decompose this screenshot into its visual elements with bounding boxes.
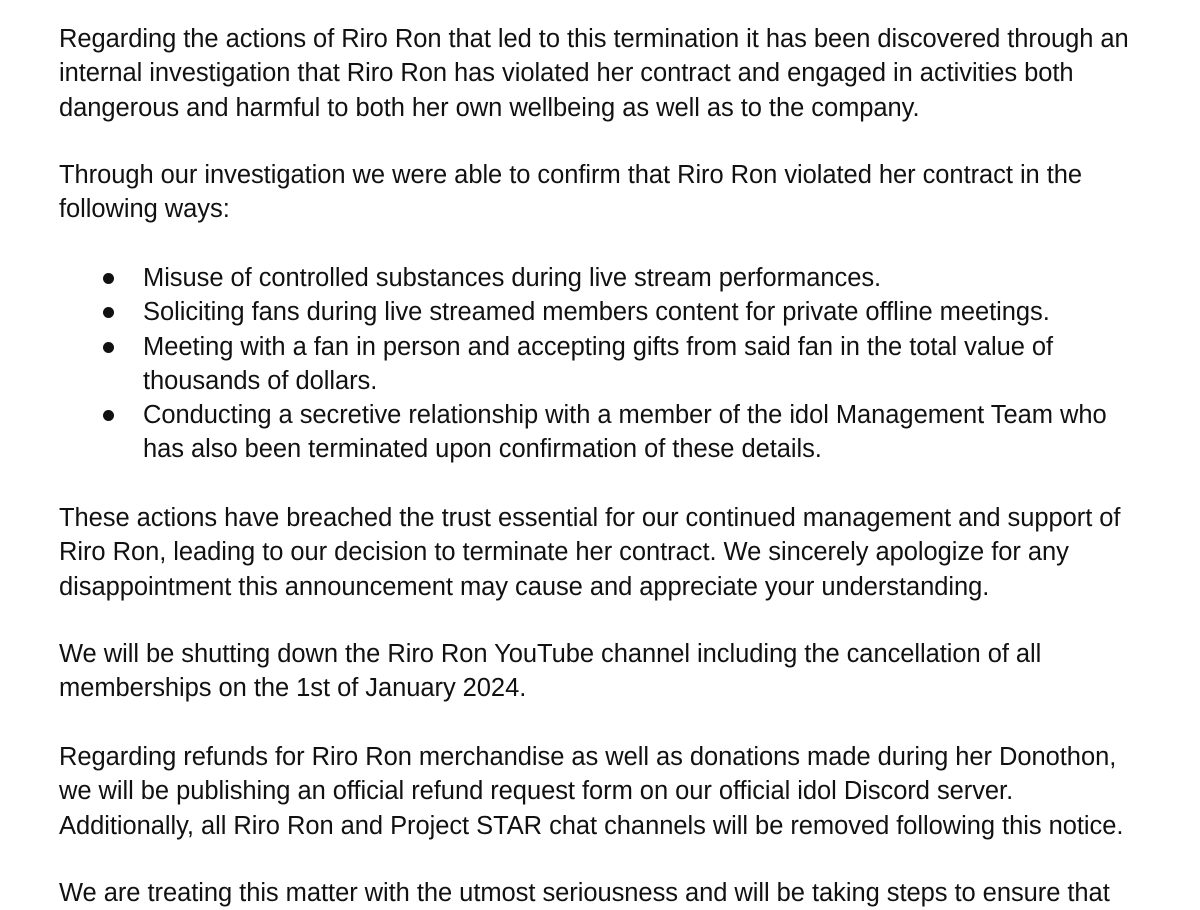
text-line: Conducting a secretive relationship with a member of the idol Management Team who [143,401,1107,430]
text-line: disappointment this announcement may cause and appreciate your understanding. [59,572,990,601]
text-line: has also been terminated upon confirmation of these details. [143,435,822,464]
list-item [59,295,1107,329]
bullet-dot-icon [103,273,114,284]
list-item [59,330,1107,399]
bullet-dot-icon [103,342,114,353]
text-line: These actions have breached the trust essential for our continued management and support of [59,504,1121,532]
text-line: We will be shutting down the Riro Ron YouTube channel including the cancellation of all [59,640,1042,668]
paragraph-channel-shutdown [59,637,1041,706]
text-line: Riro Ron, leading to our decision to terminate her contract. We sincerely apologize for any [59,538,1069,567]
text-line: Misuse of controlled substances during live stream performances. [143,264,882,292]
list-item [59,398,1107,467]
text-line: Soliciting fans during live streamed members content for private offline meetings. [143,298,1050,327]
violations-list [59,261,1107,467]
text-line: we will be publishing an official refund request form on our official idol Discord server. [59,777,1014,806]
text-line: Regarding the actions of Riro Ron that led to this termination it has been discovered through an [59,25,1129,53]
text-line: following ways: [59,195,230,224]
text-line: Additionally, all Riro Ron and Project STAR chat channels will be removed following this notice. [59,811,1124,840]
text-line: We are treating this matter with the utmost seriousness and will be taking steps to ensure that [59,879,1110,907]
text-line: memberships on the 1st of January 2024. [59,674,527,703]
text-line: Meeting with a fan in person and accepting gifts from said fan in the total value of [143,332,1054,361]
paragraph-decision [59,501,1120,604]
text-line: dangerous and harmful to both her own wellbeing as well as to the company. [59,93,920,122]
bullet-dot-icon [103,410,114,421]
text-line: Regarding refunds for Riro Ron merchandise as well as donations made during her Donothon, [59,743,1117,771]
paragraph-investigation-intro [59,158,1082,227]
text-line: thousands of dollars. [143,366,378,395]
paragraph-termination-reason [59,22,1129,125]
list-item [59,261,1107,295]
paragraph-refunds [59,740,1123,843]
paragraph-closing-partial [59,876,1110,910]
text-line: internal investigation that Riro Ron has violated her contract and engaged in activities both [59,59,1074,88]
text-line: Through our investigation we were able to confirm that Riro Ron violated her contract in the [59,161,1083,189]
bullet-dot-icon [103,307,114,318]
